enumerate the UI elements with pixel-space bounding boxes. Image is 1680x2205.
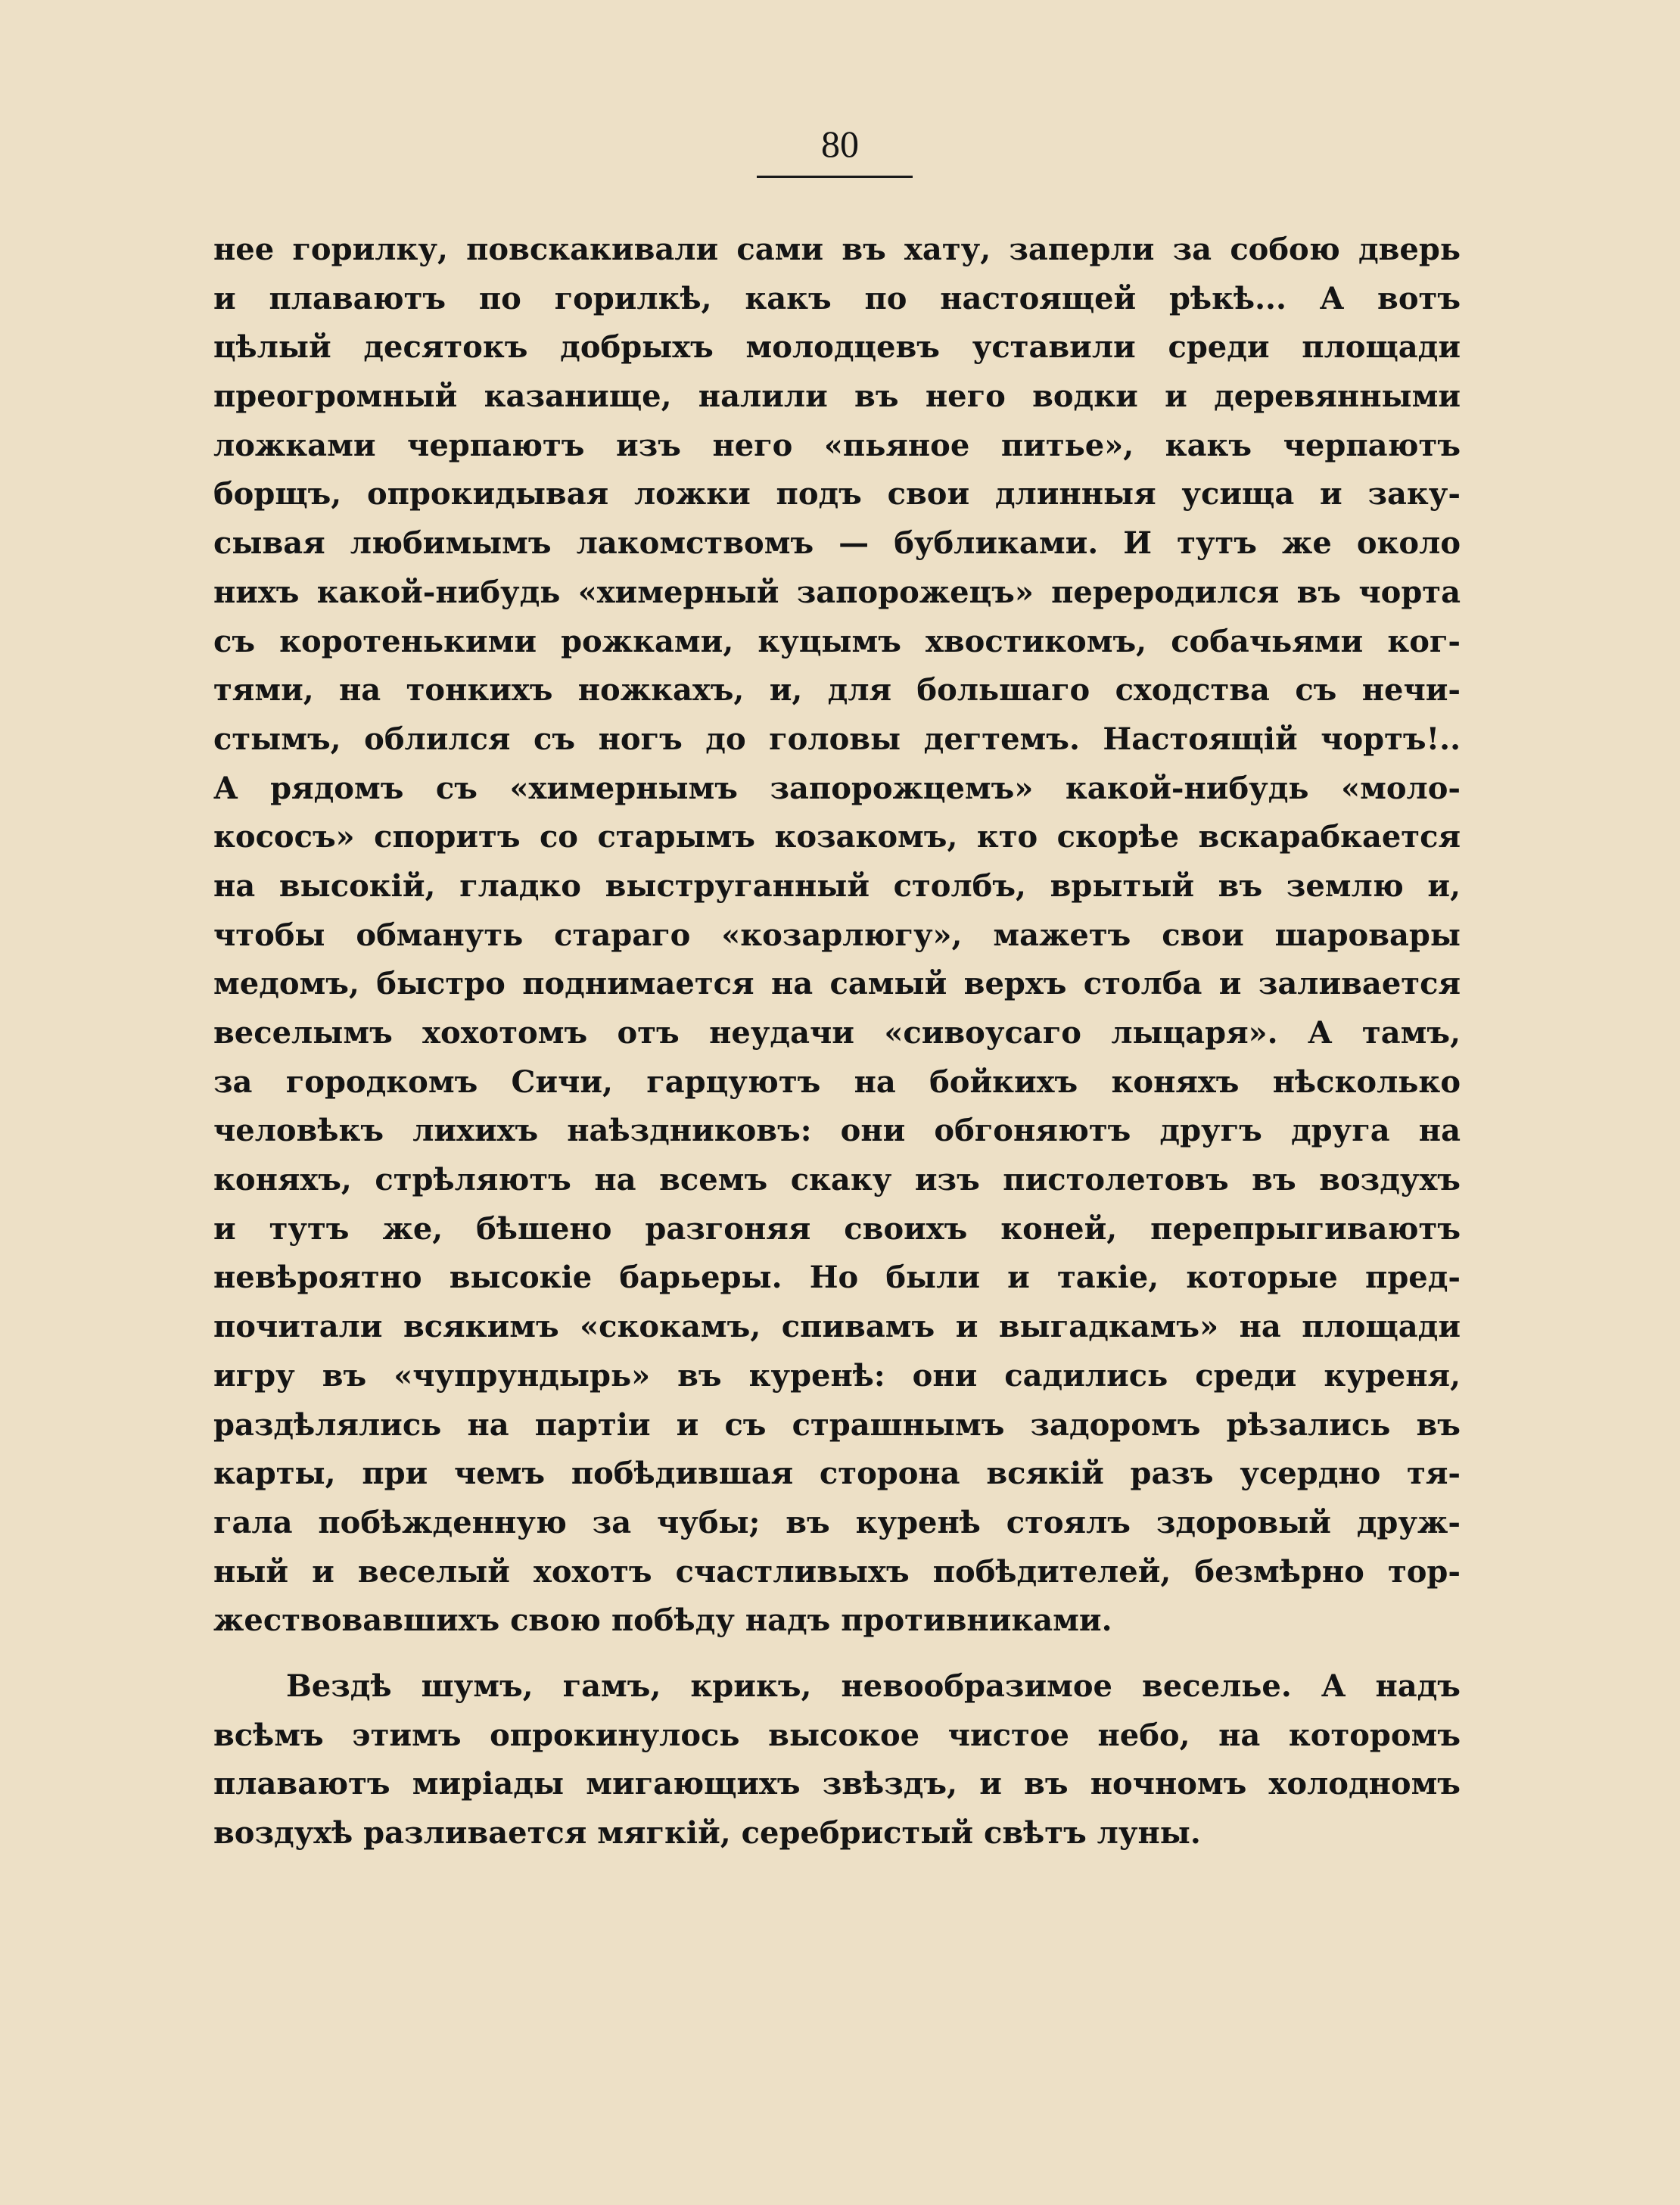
- text-line: нее горилку, повскакивали сами въ хату, заперли за собою дверь: [213, 232, 1461, 267]
- text-line: коняхъ, стрѣляютъ на всемъ скаку изъ пистолетовъ въ воздухъ: [213, 1162, 1461, 1198]
- page-number: 80: [821, 123, 859, 165]
- text-line: плаваютъ миріады мигающихъ звѣздъ, и въ ночномъ холодномъ: [213, 1766, 1461, 1802]
- text-line: невѣроятно высокіе барьеры. Но были и такіе, которые пред-: [213, 1260, 1461, 1296]
- paragraph-1: [213, 226, 1461, 1646]
- text-line: тями, на тонкихъ ножкахъ, и, для большаго сходства съ нечи-: [213, 672, 1461, 709]
- text-line: на высокій, гладко выструганный столбъ, врытый въ землю и,: [213, 867, 1461, 904]
- text-line: раздѣлялись на партіи и съ страшнымъ задоромъ рѣзались въ: [213, 1406, 1461, 1443]
- text-line: борщъ, опрокидывая ложки подъ свои длинныя усища и заку-: [213, 476, 1461, 512]
- text-line: ный и веселый хохотъ счастливыхъ побѣдителей, безмѣрно тор-: [213, 1553, 1461, 1590]
- text-line: ложками черпаютъ изъ него «пьяное питье», какъ черпаютъ: [213, 427, 1461, 463]
- text-line: стымъ, облился съ ногъ до головы дегтемъ. Настоящій чортъ!..: [213, 721, 1461, 757]
- text-line: всѣмъ этимъ опрокинулось высокое чистое небо, на которомъ: [213, 1717, 1461, 1753]
- text-line: чтобы обмануть стараго «козарлюгу», мажетъ свои шаровары: [213, 917, 1461, 953]
- text-line: человѣкъ лихихъ наѣздниковъ: они обгоняютъ другъ друга на: [213, 1113, 1461, 1149]
- text-line: съ коротенькими рожками, куцымъ хвостикомъ, собачьями ког-: [213, 623, 1461, 659]
- text-line: за городкомъ Сичи, гарцуютъ на бойкихъ коняхъ нѣсколько: [213, 1064, 1461, 1100]
- text-line: и тутъ же, бѣшено разгоняя своихъ коней, перепрыгиваютъ: [213, 1210, 1461, 1247]
- text-line: медомъ, быстро поднимается на самый верхъ столба и заливается: [213, 966, 1461, 1002]
- text-line: А рядомъ съ «химернымъ запорожцемъ» какой-нибудь «моло-: [213, 770, 1461, 806]
- text-line: Вездѣ шумъ, гамъ, крикъ, невообразимое веселье. А надъ: [286, 1668, 1461, 1704]
- text-line: нихъ какой-нибудь «химерный запорожецъ» переродился въ чорта: [213, 574, 1461, 610]
- text-line: почитали всякимъ «скокамъ, спивамъ и выгадкамъ» на площади: [213, 1309, 1461, 1345]
- text-line: кососъ» споритъ со старымъ козакомъ, кто скорѣе вскарабкается: [213, 819, 1461, 855]
- text-line: и плаваютъ по горилкѣ, какъ по настоящей рѣкѣ... А вотъ: [213, 280, 1461, 316]
- text-line: гала побѣжденную за чубы; въ куренѣ стоялъ здоровый друж-: [213, 1504, 1461, 1540]
- text-line: сывая любимымъ лакомствомъ — бубликами. И тутъ же около: [213, 525, 1461, 562]
- text-line: карты, при чемъ побѣдившая сторона всякій разъ усердно тя-: [213, 1456, 1461, 1492]
- text-line: веселымъ хохотомъ отъ неудачи «сивоусаго лыцаря». А тамъ,: [213, 1015, 1461, 1051]
- header-rule: [757, 176, 913, 178]
- text-line: воздухѣ разливается мягкій, серебристый свѣтъ луны.: [213, 1815, 1201, 1851]
- text-line: жествовавшихъ свою побѣду надъ противниками.: [213, 1602, 1112, 1639]
- paragraph-2: [213, 1662, 1461, 1858]
- text-line: цѣлый десятокъ добрыхъ молодцевъ уставили среди площади: [213, 329, 1461, 366]
- body-text: [213, 226, 1461, 1858]
- paragraph-gap: [213, 1646, 1461, 1662]
- text-line: преогромный казанище, налили въ него водки и деревянными: [213, 378, 1461, 415]
- text-line: игру въ «чупрундырь» въ куренѣ: они садились среди куреня,: [213, 1357, 1461, 1394]
